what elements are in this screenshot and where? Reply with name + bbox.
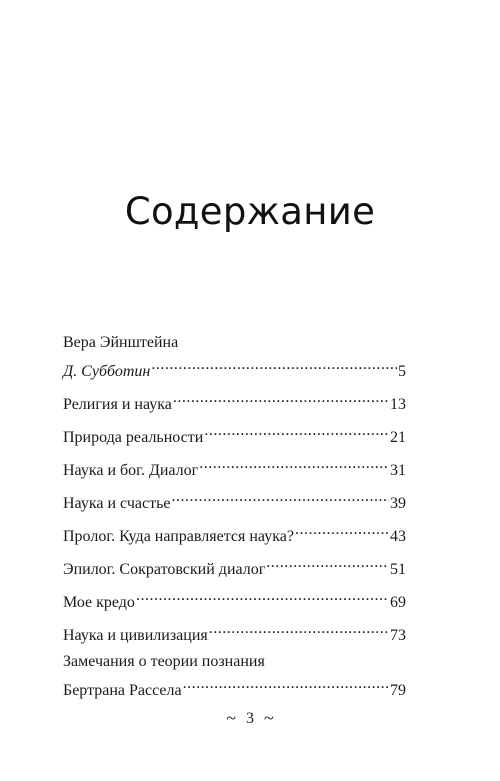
toc-entry[interactable] — [63, 519, 406, 545]
dot-leader — [209, 618, 389, 640]
dot-leader — [183, 673, 389, 695]
toc-entry-line — [63, 453, 406, 479]
toc-entry-page-number: 21 — [390, 429, 406, 446]
toc-entry-label: Эпилог. Сократовский диалог — [63, 561, 266, 578]
dot-leader — [173, 387, 389, 409]
toc-entry-title-line: Вера Эйнштейна — [63, 334, 179, 351]
toc-entry-label: Природа реальности — [63, 429, 204, 446]
dot-leader — [204, 420, 389, 442]
toc-entry-line — [63, 618, 406, 644]
toc-entry-label: Наука и счастье — [63, 495, 171, 512]
toc-entry[interactable] — [63, 552, 406, 578]
dot-leader — [171, 486, 389, 508]
table-of-contents — [63, 332, 406, 706]
toc-entry-page-number: 73 — [390, 627, 406, 644]
dot-leader — [199, 453, 389, 475]
toc-entry-line — [63, 519, 406, 545]
toc-entry[interactable] — [63, 332, 406, 380]
toc-entry-line — [63, 585, 406, 611]
toc-entry-label: Д. Субботин — [63, 363, 151, 380]
toc-entry[interactable] — [63, 387, 406, 413]
toc-entry[interactable] — [63, 486, 406, 512]
toc-entry-page-number: 43 — [390, 528, 406, 545]
page-title: Содержание — [124, 190, 376, 233]
toc-entry-page-number: 51 — [390, 561, 406, 578]
toc-entry-page-number: 13 — [390, 396, 406, 413]
toc-entry-line — [63, 420, 406, 446]
toc-entry[interactable] — [63, 420, 406, 446]
toc-entry-line — [63, 387, 406, 413]
toc-entry-title-line: Замечания о теории познания — [63, 653, 265, 670]
ornament-right: ~ — [264, 708, 274, 728]
toc-entry-label: Бертрана Рассела — [63, 682, 182, 699]
toc-entry-line — [63, 552, 406, 578]
toc-entry[interactable] — [63, 651, 406, 699]
ornament-left: ~ — [226, 708, 236, 728]
toc-entry-page-number: 5 — [398, 363, 406, 380]
toc-entry-line — [63, 673, 406, 699]
page-footer — [0, 708, 500, 729]
toc-entry-page-number: 39 — [390, 495, 406, 512]
dot-leader — [136, 585, 389, 607]
toc-entry-label: Пролог. Куда направляется наука? — [63, 528, 294, 545]
toc-entry[interactable] — [63, 453, 406, 479]
toc-entry-page-number: 79 — [390, 682, 406, 699]
toc-entry-label: Наука и бог. Диалог — [63, 462, 199, 479]
page-number: 3 — [246, 709, 254, 727]
toc-entry-line — [63, 486, 406, 512]
dot-leader — [266, 552, 389, 574]
toc-entry-label: Религия и наука — [63, 396, 172, 413]
toc-entry[interactable] — [63, 585, 406, 611]
toc-entry[interactable] — [63, 618, 406, 644]
toc-entry-line — [63, 354, 406, 380]
toc-entry-label: Наука и цивилизация — [63, 627, 208, 644]
dot-leader — [295, 519, 389, 541]
dot-leader — [151, 354, 397, 376]
toc-entry-page-number: 31 — [390, 462, 406, 479]
toc-entry-label: Мое кредо — [63, 594, 135, 611]
toc-entry-page-number: 69 — [390, 594, 406, 611]
